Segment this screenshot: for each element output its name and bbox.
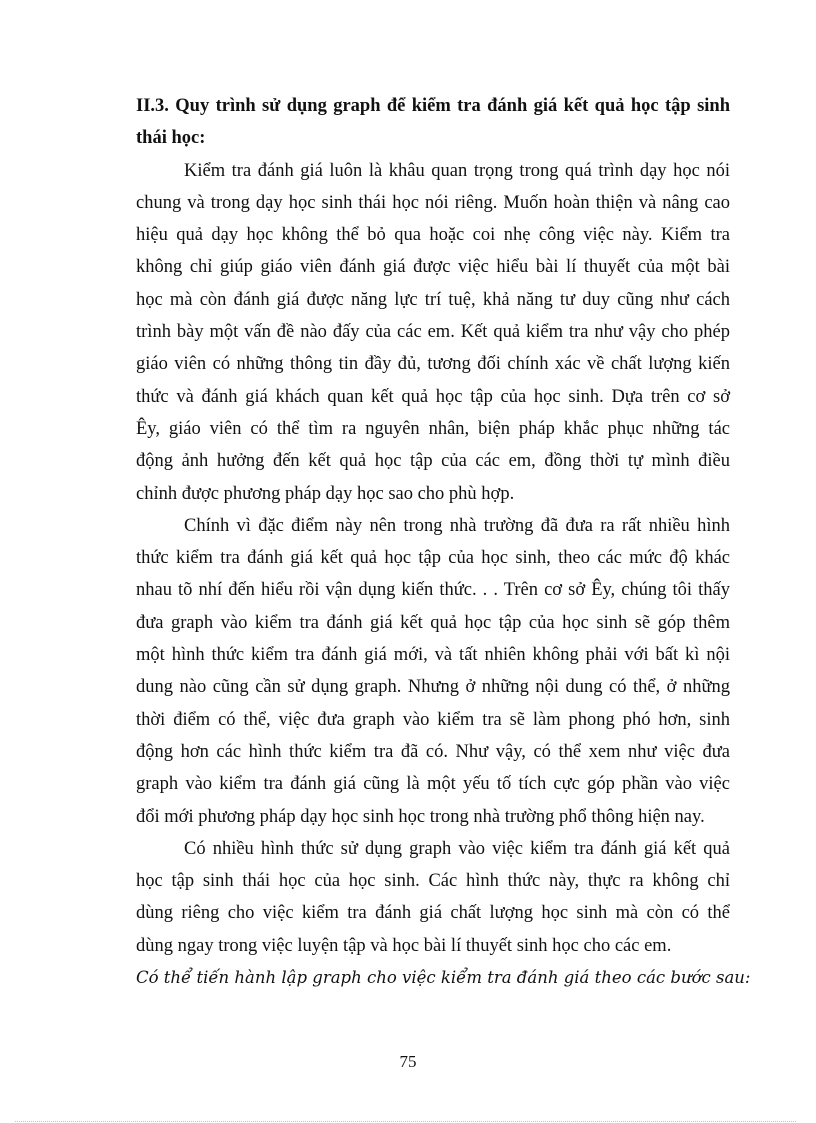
paragraph-1-line: thức và đánh giá khách quan kết quả học tập của học sinh. Dựa trên cơ sở [136,386,730,407]
paragraph-3-line: Có nhiều hình thức sử dụng graph vào việc kiểm tra đánh giá kết quả [184,838,730,859]
section-heading-line-2: thái học: [136,128,206,149]
paragraph-1-line: trình bày một vấn đề nào đấy của các em. Kết quả kiểm tra như vậy cho phép [136,322,730,343]
section-heading-line-1: II.3. Quy trình sử dụng graph để kiểm tra đánh giá kết quả học tập sinh [136,96,730,116]
paragraph-3-line: học tập sinh thái học của học sinh. Các hình thức này, thực ra không chỉ [136,871,730,892]
paragraph-1-line: chung và trong dạy học sinh thái học nói riêng. Muốn hoàn thiện và nâng cao [136,192,730,213]
paragraph-1-line: Êy, giáo viên có thể tìm ra nguyên nhân, biện pháp khắc phục những tác [136,418,730,439]
paragraph-2-line: đưa graph vào kiểm tra đánh giá kết quả học tập của học sinh sẽ góp thêm [136,612,730,633]
paragraph-1-line: hiệu quả dạy học không thể bỏ qua hoặc coi nhẹ công việc này. Kiểm tra [136,225,730,246]
paragraph-1-line: không chỉ giúp giáo viên đánh giá được việc hiểu bài lí thuyết của một bài [136,257,730,278]
page-bottom-dotted-rule [15,1121,796,1122]
paragraph-2-line: một hình thức kiểm tra đánh giá mới, và tất nhiên không phải với bất kì nội [136,645,730,666]
paragraph-1-line: động ảnh hưởng đến kết quả học tập của các em, đồng thời tự mình điều [136,451,730,472]
italic-note: Có thể tiến hành lập graph cho việc kiểm tra đánh giá theo các bước sau: [136,968,751,988]
paragraph-1-line: Kiểm tra đánh giá luôn là khâu quan trọng trong quá trình dạy học nói [184,160,730,181]
paragraph-2-line: graph vào kiểm tra đánh giá cũng là một yếu tố tích cực góp phần vào việc [136,774,730,795]
paragraph-2-line: động hơn các hình thức kiểm tra đã có. Như vậy, có thể xem như việc đưa [136,741,730,762]
paragraph-2-line: đổi mới phương pháp dạy học sinh học trong nhà trường phổ thông hiện nay. [136,806,705,827]
paragraph-3-line: dùng ngay trong việc luyện tập và học bài lí thuyết sinh học cho các em. [136,935,672,956]
paragraph-1-line: chỉnh được phương pháp dạy học sao cho phù hợp. [136,483,515,504]
paragraph-1-line: giáo viên có những thông tin đầy đủ, tương đối chính xác về chất lượng kiến [136,354,730,375]
paragraph-3-line: dùng riêng cho việc kiểm tra đánh giá chất lượng học sinh mà còn có thể [136,903,730,924]
paragraph-2-line: thức kiểm tra đánh giá kết quả học tập của học sinh, theo các mức độ khác [136,548,730,569]
paragraph-2-line: Chính vì đặc điểm này nên trong nhà trường đã đưa ra rất nhiều hình [184,515,730,536]
page-number: 75 [399,1052,417,1071]
paragraph-2-line: dung nào cũng cần sử dụng graph. Nhưng ở những nội dung có thể, ở những [136,677,730,698]
paragraph-2-line: thời điểm có thể, việc đưa graph vào kiểm tra sẽ làm phong phó hơn, sinh [136,709,730,730]
page-body [136,90,751,994]
paragraph-1-line: học mà còn đánh giá được năng lực trí tuệ, khả năng tư duy cũng như cách [136,289,730,310]
paragraph-2-line: nhau tõ nhí đến hiểu rồi vận dụng kiến thức. . . Trên cơ sở Êy, chúng tôi thấy [136,580,730,601]
